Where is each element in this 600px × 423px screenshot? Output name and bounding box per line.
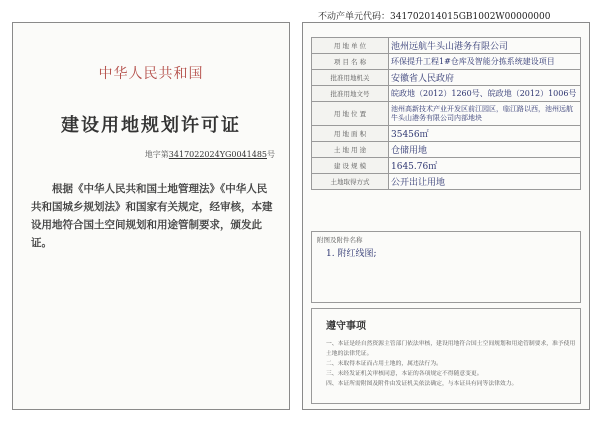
attachments-box — [311, 231, 581, 303]
notice-item: 四、本证所需附图及附件由发证机关依法确定，与本证具有同等法律效力。 — [326, 381, 518, 387]
certificate-body: 根据《中华人民共和国土地管理法》《中华人民共和国城乡规划法》和国家有关规定，经审核，本建设用地符合国土空间规划和用途管制要求，颁发此证。 — [31, 183, 273, 249]
info-row-value: 皖政地（2012）1260号、皖政地（2012）1006号 — [389, 86, 581, 102]
notice-item: 二、未取得本证而占用土地的，属违法行为。 — [326, 361, 442, 367]
notice-item: 一、本证是经自然资源主管部门依法审核，建设用地符合国土空间规划和用途管制要求，准予使用土地的法律凭证。 — [326, 341, 576, 357]
notice-list — [326, 339, 576, 389]
cert-number-value: 3417022024YG0041485 — [168, 150, 267, 159]
info-row — [312, 142, 581, 158]
country-name: 中华人民共和国 — [98, 66, 204, 82]
info-row-label: 项 目 名 称 — [312, 54, 389, 70]
info-row — [312, 102, 581, 126]
info-row-label: 建 设 规 模 — [312, 158, 389, 174]
property-unit-code: 不动产单元代码：341702014015GB1002W00000000 — [318, 12, 551, 22]
notice-box — [311, 308, 581, 404]
info-row-value: 仓储用地 — [389, 142, 581, 158]
info-table — [311, 37, 581, 190]
info-row-value: 1645.76㎡ — [389, 158, 581, 174]
certificate-number — [145, 149, 275, 160]
info-row-value: 35456㎡ — [389, 126, 581, 142]
cert-prefix: 地字第 — [144, 150, 169, 159]
info-row — [312, 38, 581, 54]
cert-suffix: 号 — [267, 150, 275, 159]
info-row — [312, 126, 581, 142]
info-row-label: 土 地 用 途 — [312, 142, 389, 158]
certificate-left-page — [12, 22, 290, 410]
notice-item: 三、未经发证机关审核同意，本证的各项规定不得随意变更。 — [326, 371, 483, 377]
info-row-label: 批准用地机关 — [312, 70, 389, 86]
info-row-value: 公开出让用地 — [389, 174, 581, 190]
info-row — [312, 158, 581, 174]
info-row-label: 用 地 单 位 — [312, 38, 389, 54]
info-row-value: 环保提升工程1#仓库及智能分拣系统建设项目 — [389, 54, 581, 70]
certificate-title: 建设用地规划许可证 — [61, 115, 241, 136]
info-row-value: 池州高新技术产业开发区前江园区，临江路以西，池州远航牛头山港务有限公司内部地块 — [389, 102, 581, 126]
info-row — [312, 174, 581, 190]
certificate-right-page — [302, 22, 590, 410]
info-row-label: 土地取得方式 — [312, 174, 389, 190]
attachments-label: 附图及附件名称 — [317, 236, 363, 244]
info-row-value: 池州远航牛头山港务有限公司 — [389, 38, 581, 54]
info-row — [312, 54, 581, 70]
notice-title: 遵守事项 — [326, 321, 366, 332]
info-row — [312, 70, 581, 86]
info-row-label: 用 地 面 积 — [312, 126, 389, 142]
info-row-label: 批准用地文号 — [312, 86, 389, 102]
info-row-label: 用 地 位 置 — [312, 102, 389, 126]
attachment-item: 1. 附红线图; — [326, 249, 377, 259]
info-row-value: 安徽省人民政府 — [389, 70, 581, 86]
info-row — [312, 86, 581, 102]
